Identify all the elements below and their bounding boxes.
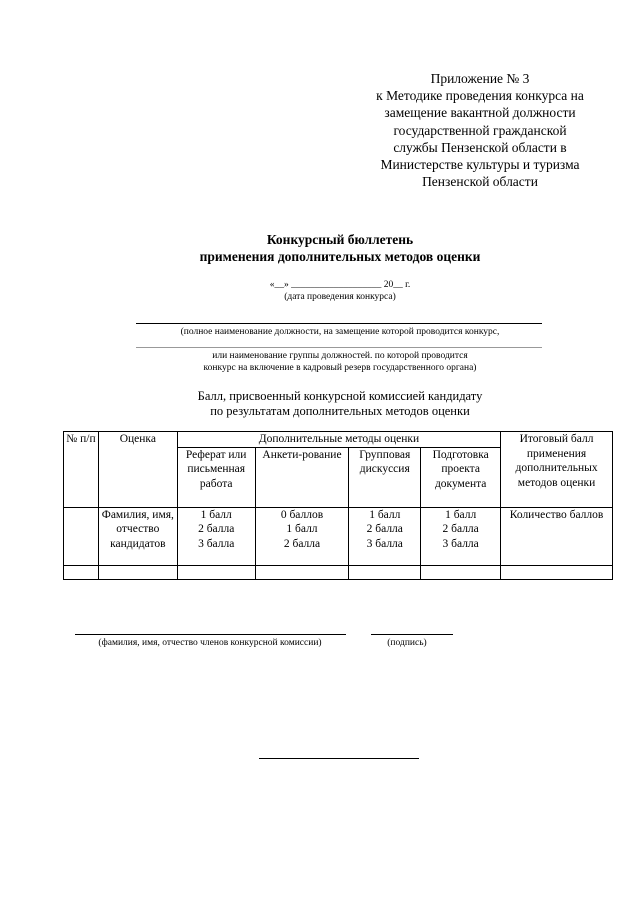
score-value: 2 балла xyxy=(198,523,235,535)
appendix-line: Пензенской области xyxy=(422,174,538,190)
position-caption-1: (полное наименование должности, на замещение которой проводится конкурс, xyxy=(180,327,500,337)
score-value: 0 баллов xyxy=(280,508,324,521)
document-title xyxy=(140,231,540,265)
members-signature-line xyxy=(75,634,346,635)
cell-total: Количество баллов xyxy=(501,507,613,565)
score-value: 2 балла xyxy=(442,523,479,535)
empty-cell xyxy=(501,565,613,579)
subtitle-line-1: Балл, присвоенный конкурсной комиссией кандидату xyxy=(197,389,483,403)
score-value: 1 балл xyxy=(286,523,318,535)
subtitle-line-2: по результатам дополнительных методов оценки xyxy=(210,404,470,418)
header-num: № п/п xyxy=(64,432,99,508)
score-value: 2 балла xyxy=(283,537,321,550)
cell-survey xyxy=(255,507,349,565)
score-value: 2 балла xyxy=(366,523,403,535)
signature-caption: (подпись) xyxy=(387,638,427,648)
position-caption-2: или наименование группы должностей. по которой проводится xyxy=(212,351,468,361)
appendix-header xyxy=(358,70,602,190)
date-caption: (дата проведения конкурса) xyxy=(284,292,396,302)
ballot-table xyxy=(63,431,613,580)
empty-cell xyxy=(421,565,501,579)
header-methods: Дополнительные методы оценки xyxy=(177,432,500,448)
appendix-line: к Методике проведения конкурса на xyxy=(376,88,584,104)
appendix-line: государственной гражданской xyxy=(393,122,567,138)
cell-group xyxy=(349,507,421,565)
title-line-1: Конкурсный бюллетень xyxy=(266,232,414,247)
header-total: Итоговый балл применения дополнительных методов оценки xyxy=(501,432,613,508)
cell-candidate-label: Фамилия, имя, отчество кандидатов xyxy=(98,507,177,565)
cell-doc xyxy=(421,507,501,565)
score-value: 1 балл xyxy=(369,508,401,521)
appendix-line: Приложение № 3 xyxy=(430,71,530,86)
cell-essay xyxy=(177,507,255,565)
signature-line xyxy=(371,634,453,635)
empty-cell xyxy=(98,565,177,579)
position-line-2 xyxy=(136,347,542,348)
table-row-empty xyxy=(64,565,613,579)
table-header-row xyxy=(64,432,613,448)
score-value: 3 балла xyxy=(366,537,403,550)
appendix-line: службы Пензенской области в xyxy=(393,139,567,155)
appendix-line: Министерстве культуры и туризма xyxy=(380,157,580,173)
empty-cell xyxy=(349,565,421,579)
empty-cell xyxy=(177,565,255,579)
position-line xyxy=(136,323,542,324)
header-essay: Реферат или письменная работа xyxy=(177,447,255,507)
position-caption-3: конкурс на включение в кадровый резерв государственного органа) xyxy=(203,363,477,373)
score-value: 1 балл xyxy=(200,508,232,521)
score-value: 3 балла xyxy=(442,537,479,550)
table-row xyxy=(64,507,613,565)
date-field: «__» ___________________ 20__ г. xyxy=(269,280,411,290)
members-caption: (фамилия, имя, отчество членов конкурсной комиссии) xyxy=(98,638,322,648)
header-group: Групповая дискуссия xyxy=(349,447,421,507)
cell-num xyxy=(64,507,99,565)
score-value: 1 балл xyxy=(445,508,477,521)
title-line-2: применения дополнительных методов оценки xyxy=(199,249,481,264)
header-survey: Анкети-рование xyxy=(255,447,349,507)
table-subtitle xyxy=(120,389,560,419)
empty-cell xyxy=(255,565,349,579)
header-score: Оценка xyxy=(98,432,177,508)
header-doc: Подготовка проекта документа xyxy=(421,447,501,507)
empty-cell xyxy=(64,565,99,579)
bottom-line xyxy=(259,758,419,759)
appendix-line: замещение вакантной должности xyxy=(384,105,576,121)
score-value: 3 балла xyxy=(198,537,235,550)
